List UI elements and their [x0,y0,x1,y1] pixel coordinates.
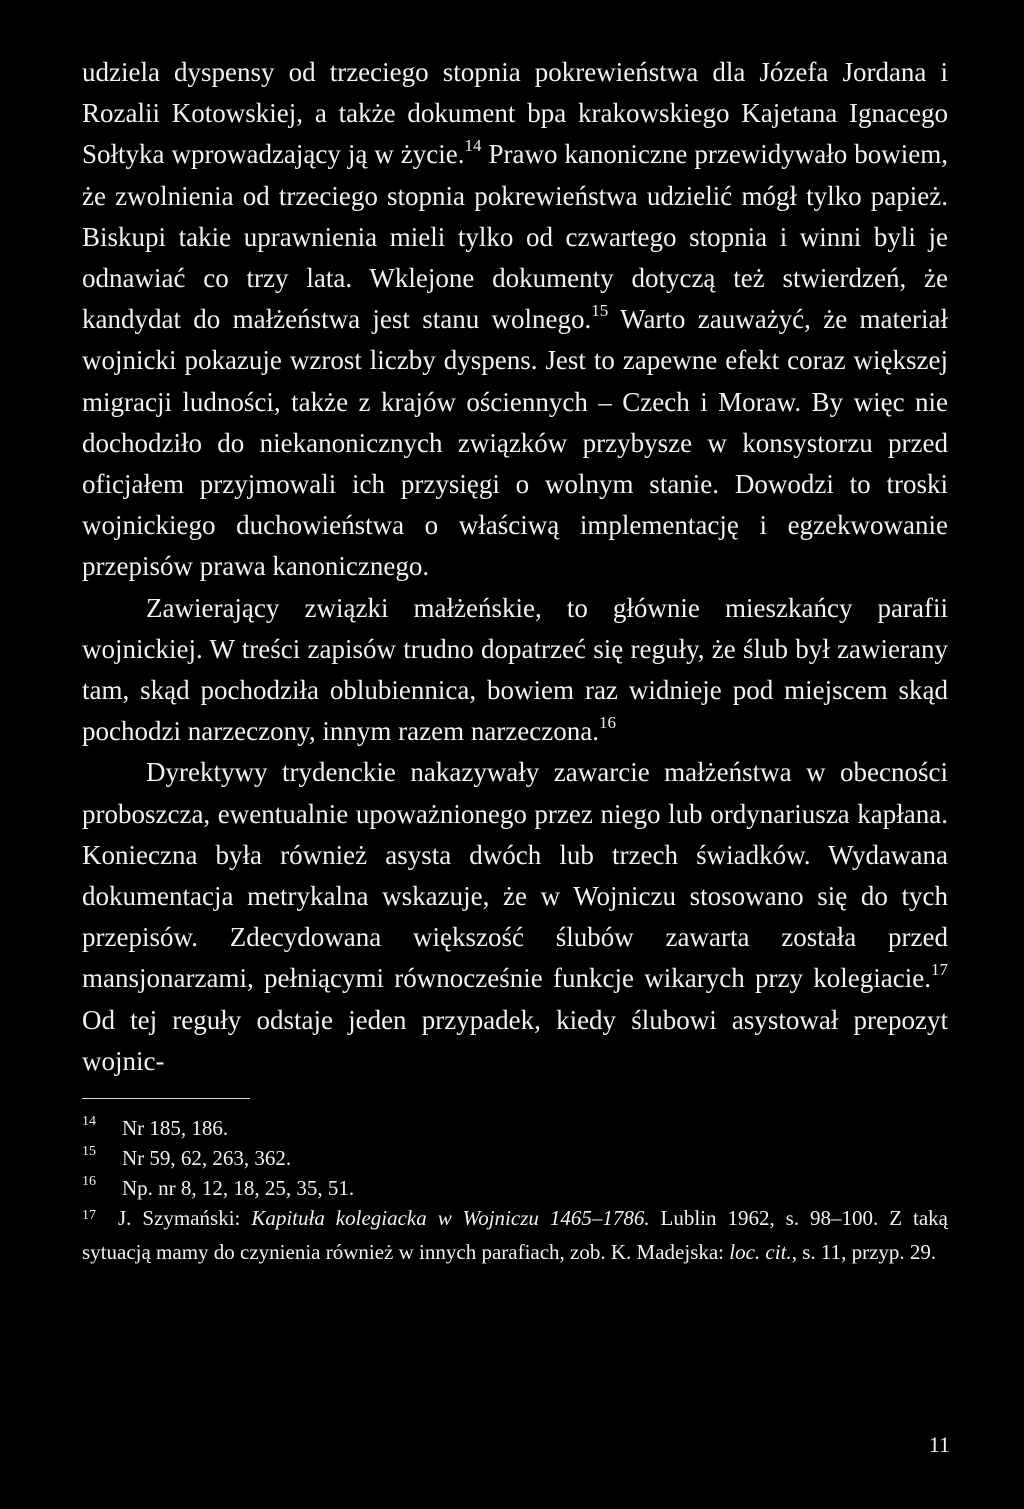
paragraph-1-text-a: udziela dyspensy od trzeciego stopnia pokrewieństwa dla Józefa Jordana i Rozalii Kotowskiej, a także dokument bpa krakowskiego Kajetana Ignacego Sołtyka wprowadzający ją w życie. [82,57,948,170]
footnote-17 [82,1203,948,1267]
footnote-14 [82,1113,948,1143]
page-number: 11 [928,1432,950,1457]
main-text [82,52,948,1082]
footnote-text-loc-cit: loc. cit. [729,1240,792,1265]
footnote-15 [82,1143,948,1173]
footnote-text: Np. nr 8, 12, 18, 25, 35, 51. [122,1176,355,1201]
paragraph-3-text-a: Dyrektywy trydenckie nakazywały zawarcie małżeństwa w obecności proboszcza, ewentualnie upoważnionego przez niego lub ordynariusza kapłana. Konieczna była również asysta dwóch lub trzech świadków. Wydawana dokumentacja metrykalna wskazuje, że w Wojniczu stosowano się do tych przepisów. Zdecydowana większość ślubów zawarta została przed mansjonarzami, pełniącymi równocześnie funkcje wikarych przy kolegiacie. [82,757,948,994]
footnote-16 [82,1173,948,1203]
footnote-ref-15: 15 [591,301,609,321]
footnote-number: 17 [82,1208,96,1224]
footnote-text-title: Kapituła kolegiacka w Wojniczu 1465–1786. [251,1206,650,1231]
footnote-text: Nr 185, 186. [122,1116,229,1141]
footnote-number: 16 [82,1174,96,1190]
paragraph-3-text-b: Od tej reguły odstaje jeden przypadek, kiedy ślubowi asystował prepozyt wojnic- [82,1004,948,1076]
footnote-ref-14: 14 [464,136,482,156]
paragraph-2 [82,588,948,753]
paragraph-1-text-b: Prawo kanoniczne przewidywało bowiem, że zwolnienia od trzeciego stopnia pokrewieństwa udzielić mógł tylko papież. Biskupi takie uprawnienia mieli tylko od czwartego stopnia i winni byli je odnawiać co trzy lata. Wklejone dokumenty dotyczą też stwierdzeń, że kandydat do małżeństwa jest stanu wolnego. [82,139,948,335]
paragraph-3 [82,752,948,1082]
footnote-ref-16: 16 [598,713,616,733]
footnote-divider [82,1098,250,1099]
footnote-number: 14 [82,1114,96,1130]
page-content [82,52,948,1267]
footnote-text: Nr 59, 62, 263, 362. [122,1146,292,1171]
footnote-text-end: , s. 11, przyp. 29. [791,1240,937,1265]
footnotes [82,1113,948,1267]
paragraph-1 [82,52,948,588]
footnote-number: 15 [82,1144,96,1160]
paragraph-2-text: Zawierający związki małżeńskie, to głównie mieszkańcy parafii wojnickiej. W treści zapisów trudno dopatrzeć się reguły, że ślub był zawierany tam, skąd pochodziła oblubiennica, bowiem raz widnieje pod miejscem skąd pochodzi narzeczony, innym razem narzeczona. [82,592,948,747]
paragraph-1-text-c: Warto zauważyć, że materiał wojnicki pokazuje wzrost liczby dyspens. Jest to zapewne efekt coraz większej migracji ludności, także z krajów ościennych – Czech i Moraw. By więc nie dochodziło do niekanonicznych związków przybysze w konsystorzu przed oficjałem przyjmowali ich przysięgi o wolnym stanie. Dowodzi to troski wojnickiego duchowieństwa o właściwą implementację i egzekwowanie przepisów prawa kanonicznego. [82,304,948,582]
footnote-text-middle: Lublin 1962, s. 98–100. Z taką sytuacją mamy do czynienia również w innych parafiach, zob. K. Madejska: [82,1206,948,1265]
footnote-ref-17: 17 [931,960,948,980]
footnote-text-author: J. Szymański: [118,1206,252,1231]
